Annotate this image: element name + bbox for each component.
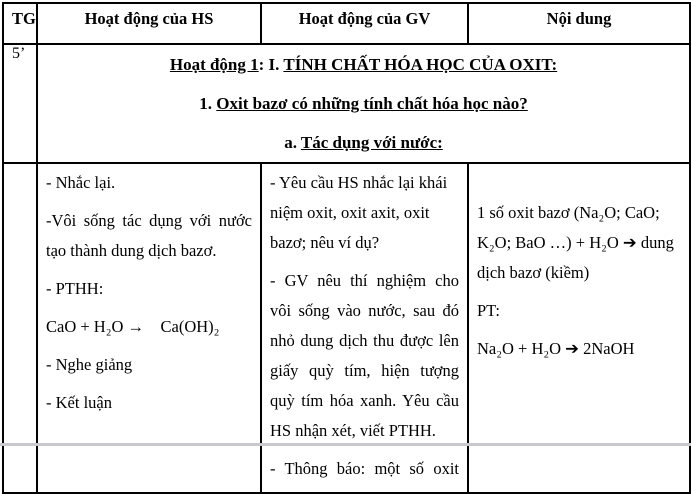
time-cell: 5’	[3, 44, 37, 163]
activity-title-line	[46, 45, 681, 84]
lesson-plan-table	[2, 2, 691, 494]
paragraph: -Vôi sống tác dụng với nước tạo thành dung dịch bazơ.	[46, 211, 252, 260]
subsection-title-line	[46, 123, 681, 162]
activity-number-label: Hoạt động 1	[169, 55, 259, 74]
paragraph: - Thông báo: một số oxit	[270, 459, 459, 478]
column-header-content: Nội dung	[468, 3, 690, 44]
lesson-section-title: TÍNH CHẤT HÓA HỌC CỦA OXIT:	[283, 55, 558, 74]
paragraph: - GV nêu thí nghiệm cho vôi sống vào nước, sau đó nhỏ dung dịch thu được lên giấy quỳ tím, hiện tượng quỳ tím hóa xanh. Yêu cầu HS nhận xét, viết PTHH.	[270, 271, 459, 440]
activity-title-separator: : I.	[258, 55, 284, 74]
window-bottom-edge	[0, 443, 691, 446]
chemical-equation: CaO + H₂O → Ca(OH)₂	[46, 317, 220, 336]
activity-heading-cell	[37, 44, 690, 163]
section-question-line	[46, 84, 681, 123]
column-header-tg: TG	[3, 3, 37, 44]
activity-heading-row	[3, 44, 690, 163]
paragraph: PT:	[477, 301, 501, 320]
lesson-plan-document-page	[0, 2, 691, 478]
question-number-label: 1.	[199, 94, 217, 113]
paragraph: - Kết luận	[46, 393, 112, 412]
column-header-gv-activity: Hoạt động của GV	[261, 3, 468, 44]
table-header-row	[3, 3, 690, 44]
paragraph: 1 số oxit bazơ (Na₂O; CaO; K₂O; BaO …) + H₂O ➔ dung dịch bazơ (kiềm)	[477, 203, 674, 282]
chemical-equation: Na₂O + H₂O ➔ 2NaOH	[477, 339, 635, 358]
paragraph: - Yêu cầu HS nhắc lại khái niệm oxit, oxit axit, oxit bazơ; nêu ví dụ?	[270, 173, 448, 252]
subsection-title-text: Tác dụng với nước:	[300, 133, 443, 152]
paragraph: - PTHH:	[46, 279, 104, 298]
paragraph: - Nhắc lại.	[46, 173, 116, 192]
column-header-hs-activity: Hoạt động của HS	[37, 3, 261, 44]
paragraph: - Nghe giảng	[46, 355, 133, 374]
subsection-letter-label: a.	[284, 133, 301, 152]
section-question-text: Oxit bazơ có những tính chất hóa học nào?	[216, 94, 528, 113]
